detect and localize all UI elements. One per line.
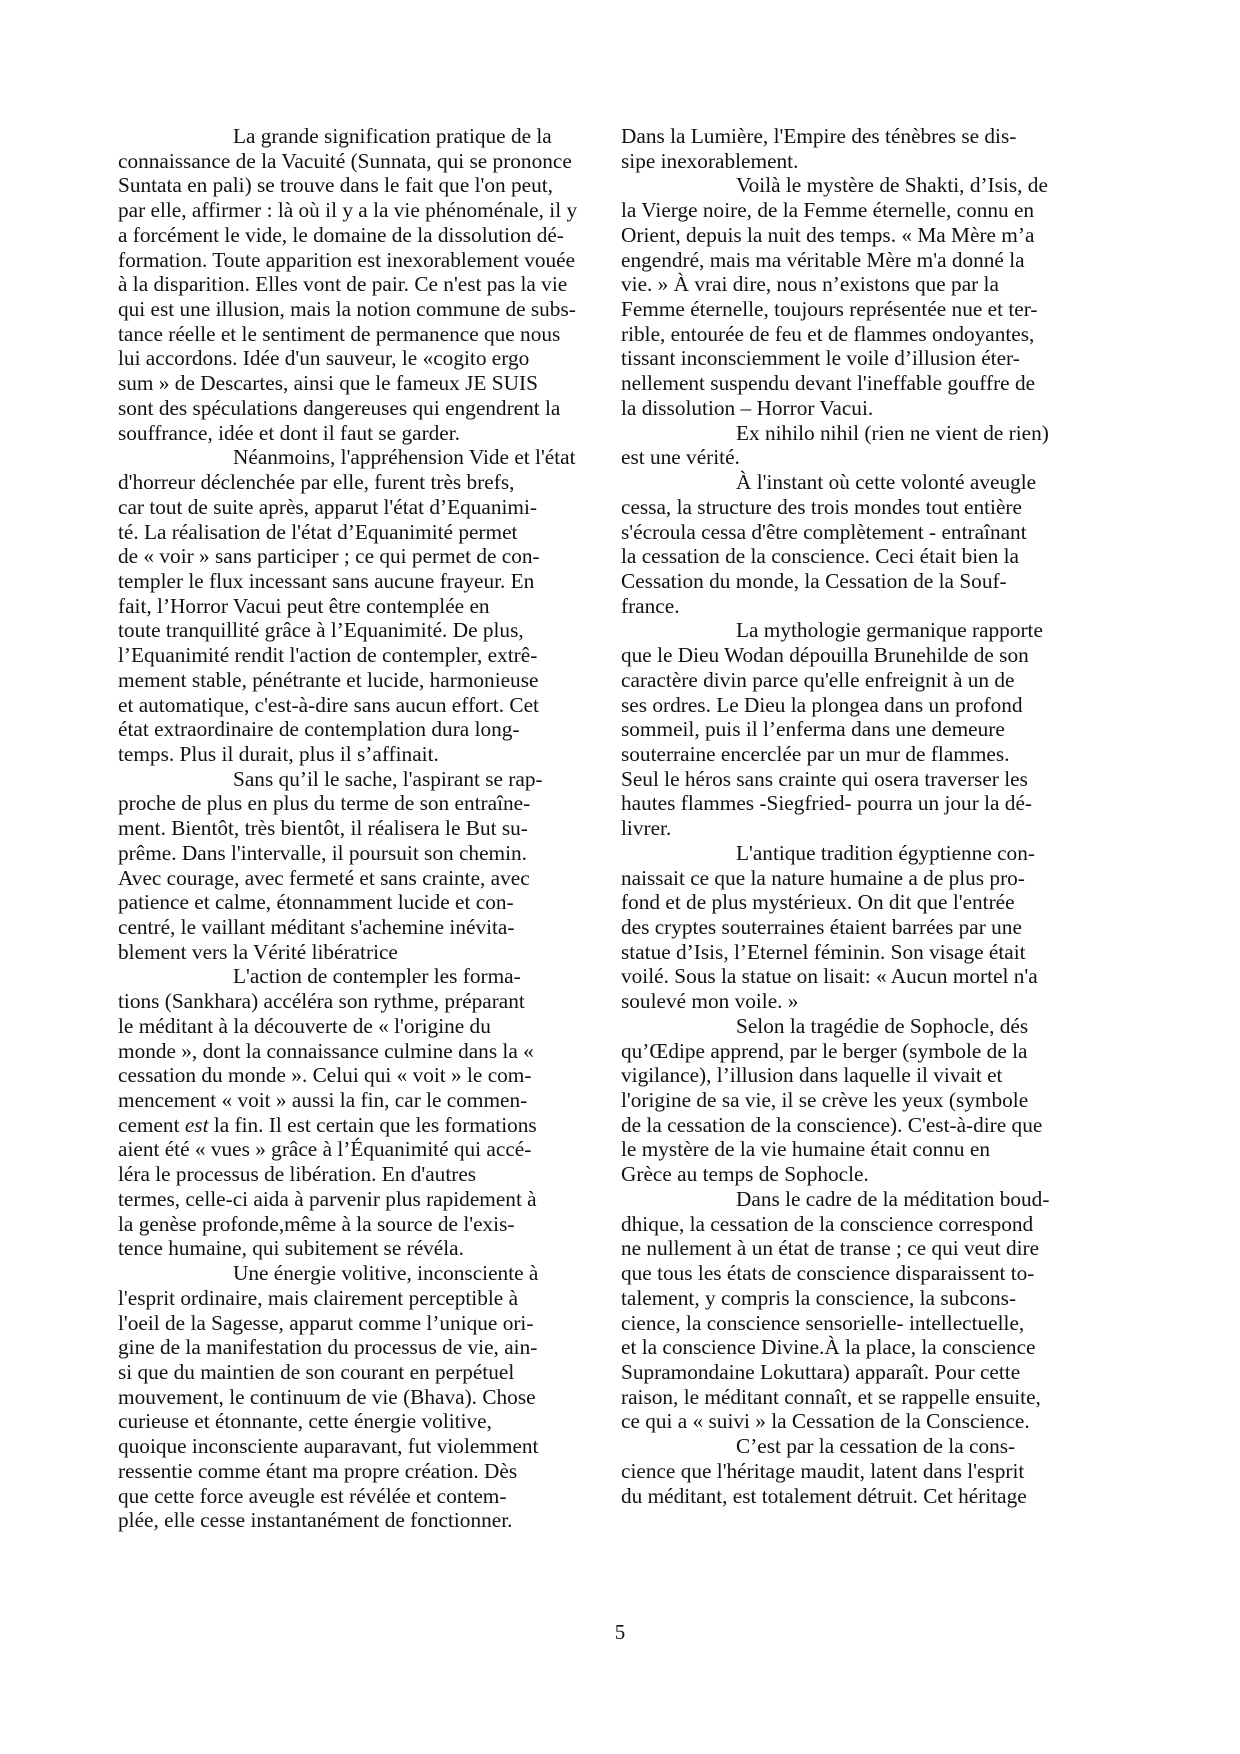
line-text: a forcément le vide, le domaine de la dissolution dé- xyxy=(118,222,564,247)
line-text: naissait ce que la nature humaine a de plus pro- xyxy=(621,865,1025,890)
text-line xyxy=(118,717,548,742)
text-line xyxy=(621,1063,1061,1088)
text-line xyxy=(621,989,1061,1014)
line-text: sum » de Descartes, ainsi que le fameux JE SUIS xyxy=(118,371,538,396)
line-text: est une vérité. xyxy=(621,445,740,470)
paragraph-first-line xyxy=(621,1187,1061,1212)
text-line xyxy=(621,149,1061,174)
line-text: voilé. Sous la statue on lisait: « Aucun mortel n'a xyxy=(621,964,1038,989)
line-text: Suntata en pali) se trouve dans le fait que l'on peut, xyxy=(118,173,553,198)
text-line xyxy=(118,816,548,841)
line-text: ressentie comme étant ma propre création. Dès xyxy=(118,1458,518,1483)
line-text: sommeil, puis il l’enferma dans une demeure xyxy=(621,717,1005,742)
line-text: qui est une illusion, mais la notion commune de subs- xyxy=(118,297,576,322)
line-text: statue d’Isis, l’Eternel féminin. Son visage était xyxy=(621,939,1026,964)
text-line xyxy=(621,1484,1061,1509)
line-text: l’Equanimité rendit l'action de contempler, extrê- xyxy=(118,643,538,668)
line-text: et automatique, c'est-à-dire sans aucun effort. Cet xyxy=(118,692,539,717)
line-text: Grèce au temps de Sophocle. xyxy=(621,1162,869,1187)
text-line xyxy=(118,915,548,940)
line-text: Seul le héros sans crainte qui osera traverser les xyxy=(621,766,1028,791)
text-line xyxy=(118,1335,548,1360)
line-text: Sans qu’il le sache, l'aspirant se rap- xyxy=(233,766,543,791)
text-line xyxy=(118,791,548,816)
line-text: engendré, mais ma véritable Mère m'a donné la xyxy=(621,247,1025,272)
line-text: Une énergie volitive, inconsciente à xyxy=(233,1261,539,1286)
line-text: vie. » À vrai dire, nous n’existons que par la xyxy=(621,272,999,297)
line-text: Supramondaine Lokuttara) apparaît. Pour cette xyxy=(621,1359,1021,1384)
text-line xyxy=(118,1014,548,1039)
page-number: 5 xyxy=(614,1620,626,1644)
paragraph-first-line xyxy=(118,445,576,470)
text-line xyxy=(118,668,548,693)
text-line xyxy=(118,272,568,297)
line-text: de la cessation de la conscience). C'est-à-dire que xyxy=(621,1112,1043,1137)
line-text: patience et calme, étonnamment lucide et con- xyxy=(118,890,514,915)
line-text: d'horreur déclenchée par elle, furent très brefs, xyxy=(118,470,515,495)
line-text: monde », dont la connaissance culmine dans la « xyxy=(118,1038,534,1063)
line-text: du méditant, est totalement détruit. Cet héritage xyxy=(621,1483,1027,1508)
line-text: caractère divin parce qu'elle enfreignit à un de xyxy=(621,667,1015,692)
line-text: curieuse et étonnante, cette énergie volitive, xyxy=(118,1409,492,1434)
line-text: mouvement, le continuum de vie (Bhava). Chose xyxy=(118,1384,536,1409)
text-line xyxy=(621,198,1061,223)
line-text: tions (Sankhara) accéléra son rythme, préparant xyxy=(118,989,525,1014)
text-line xyxy=(118,594,548,619)
text-line xyxy=(118,470,548,495)
paragraph-first-line xyxy=(621,470,1061,495)
line-text: Dans le cadre de la méditation boud- xyxy=(736,1186,1050,1211)
line-text: ment. Bientôt, très bientôt, il réalisera le But su- xyxy=(118,816,528,841)
emphasized-word: est xyxy=(184,1112,209,1137)
text-line xyxy=(621,915,1061,940)
text-line xyxy=(118,1212,548,1237)
line-text: L'action de contempler les forma- xyxy=(233,964,521,989)
text-line xyxy=(118,1187,548,1212)
text-line xyxy=(118,247,576,273)
text-line xyxy=(621,346,1061,371)
line-text: de « voir » sans participer ; ce qui permet de con- xyxy=(118,544,540,569)
line-text: le mystère de la vie humaine était connu en xyxy=(621,1137,991,1162)
line-text: livrer. xyxy=(621,816,672,841)
text-line xyxy=(621,445,1061,470)
line-text: Femme éternelle, toujours représentée nue et ter- xyxy=(621,297,1038,322)
text-line xyxy=(621,495,1061,520)
line-text: plée, elle cesse instantanément de fonctionner. xyxy=(118,1508,513,1533)
paragraph-first-line xyxy=(118,767,548,792)
line-text: cience que l'héritage maudit, latent dans l'esprit xyxy=(621,1458,1025,1483)
text-line xyxy=(621,569,1061,594)
text-line xyxy=(621,643,1061,668)
text-line xyxy=(621,1360,1061,1385)
text-line xyxy=(118,1088,548,1113)
text-line xyxy=(621,940,1061,965)
line-text: l'origine de sa vie, il se crève les yeux (symbole xyxy=(621,1088,1029,1113)
text-line xyxy=(118,520,548,545)
text-line xyxy=(118,1459,548,1484)
line-text: templer le flux incessant sans aucune frayeur. En xyxy=(118,568,535,593)
text-line xyxy=(118,890,548,915)
line-text: hautes flammes -Siegfried- pourra un jour la dé- xyxy=(621,791,1033,816)
line-text: tance réelle et le sentiment de permanence que nous xyxy=(118,321,561,346)
text-line xyxy=(621,594,1061,619)
text-line xyxy=(118,742,548,767)
line-text: proche de plus en plus du terme de son entraîne- xyxy=(118,791,531,816)
line-text: des cryptes souterraines étaient barrées par une xyxy=(621,915,1022,939)
line-text: état extraordinaire de contemplation dura long- xyxy=(118,717,520,742)
text-line xyxy=(118,173,553,198)
text-line xyxy=(118,1385,548,1410)
paragraph-first-line xyxy=(621,173,1061,198)
text-line xyxy=(621,767,1061,792)
text-line xyxy=(621,248,1061,273)
text-line xyxy=(118,421,548,446)
text-line xyxy=(621,1286,1061,1311)
text-line xyxy=(621,371,1061,396)
text-line xyxy=(118,148,572,174)
line-text: vigilance), l’illusion dans laquelle il vivait et xyxy=(621,1063,1003,1088)
line-text: centré, le vaillant méditant s'achemine inévita- xyxy=(118,915,515,939)
text-line xyxy=(118,643,548,668)
line-text: et la conscience Divine.À la place, la conscience xyxy=(621,1335,1036,1360)
text-line xyxy=(621,544,1061,569)
text-line xyxy=(621,742,1061,767)
line-text: france. xyxy=(621,593,680,618)
text-line xyxy=(621,1311,1061,1336)
text-line xyxy=(118,1039,548,1064)
line-text: cessation du monde ». Celui qui « voit » le com- xyxy=(118,1063,532,1088)
line-text: à la disparition. Elles vont de pair. Ce n'est pas la vie xyxy=(118,272,568,297)
text-line xyxy=(621,223,1061,248)
line-text: cience, la conscience sensorielle- intellectuelle, xyxy=(621,1310,1025,1335)
line-text: gine de la manifestation du processus de vie, ain- xyxy=(118,1335,538,1360)
text-line xyxy=(118,198,578,223)
text-line xyxy=(621,1137,1061,1162)
text-line xyxy=(118,569,548,594)
text-line xyxy=(118,1162,548,1187)
line-text: té. La réalisation de l'état d’Equanimité permet xyxy=(118,519,518,544)
line-text: blement vers la Vérité libératrice xyxy=(118,939,398,964)
text-line xyxy=(118,297,576,322)
line-text: soulevé mon voile. » xyxy=(621,989,799,1014)
line-text: la fin. Il est certain que les formations xyxy=(208,1112,537,1137)
text-line xyxy=(621,1039,1061,1064)
text-line xyxy=(621,1113,1061,1138)
line-text: raison, le méditant connaît, et se rappelle ensuite, xyxy=(621,1384,1041,1409)
paragraph-first-line xyxy=(118,1261,548,1286)
text-line xyxy=(621,520,1061,545)
line-text: si que du maintien de son courant en perpétuel xyxy=(118,1359,515,1384)
line-text: fond et de plus mystérieux. On dit que l'entrée xyxy=(621,890,1015,915)
line-text: que cette force aveugle est révélée et contem- xyxy=(118,1483,507,1508)
line-text: la genèse profonde,même à la source de l'exis- xyxy=(118,1211,515,1236)
text-line xyxy=(621,396,1061,421)
text-line xyxy=(118,222,564,248)
text-line xyxy=(118,495,548,520)
text-line xyxy=(621,964,1061,989)
text-line xyxy=(118,693,548,718)
paragraph-first-line xyxy=(621,618,1061,643)
line-text: ne nullement à un état de transe ; ce qui veut dire xyxy=(621,1236,1040,1261)
line-text: toute tranquillité grâce à l’Equanimité. De plus, xyxy=(118,618,524,643)
line-text: ses ordres. Le Dieu la plongea dans un profond xyxy=(621,692,1023,717)
line-text: L'antique tradition égyptienne con- xyxy=(736,840,1035,865)
line-text: C’est par la cessation de la cons- xyxy=(736,1434,1016,1459)
line-text: À l'instant où cette volonté aveugle xyxy=(736,470,1037,495)
line-text: Avec courage, avec fermeté et sans crainte, avec xyxy=(118,865,530,890)
text-line xyxy=(118,1236,548,1261)
text-line xyxy=(621,866,1061,891)
line-text: Cessation du monde, la Cessation de la Souf- xyxy=(621,568,1007,593)
text-line xyxy=(118,1063,548,1088)
right-text-column xyxy=(621,124,1061,1508)
text-line xyxy=(621,1409,1061,1434)
line-text: rible, entourée de feu et de flammes ondoyantes, xyxy=(621,321,1035,346)
line-text: mement stable, pénétrante et lucide, harmonieuse xyxy=(118,667,539,692)
text-line xyxy=(118,321,561,347)
text-line xyxy=(621,1261,1061,1286)
text-line xyxy=(621,1162,1061,1187)
text-line xyxy=(621,1335,1061,1360)
line-text: par elle, affirmer : là où il y a la vie phénoménale, il y xyxy=(118,198,578,223)
text-line xyxy=(621,1459,1061,1484)
text-line xyxy=(621,272,1061,297)
paragraph-first-line xyxy=(118,964,548,989)
text-line xyxy=(118,618,548,643)
text-line xyxy=(118,371,548,396)
line-text: le méditant à la découverte de « l'origine du xyxy=(118,1013,491,1038)
line-text: dhique, la cessation de la conscience correspond xyxy=(621,1211,1034,1236)
text-line xyxy=(118,1409,548,1434)
text-line xyxy=(621,668,1061,693)
line-text: Orient, depuis la nuit des temps. « Ma Mère m’a xyxy=(621,222,1035,247)
text-line xyxy=(621,816,1061,841)
line-text: fait, l’Horror Vacui peut être contemplée en xyxy=(118,593,490,618)
text-line xyxy=(621,1212,1061,1237)
line-text: prême. Dans l'intervalle, il poursuit son chemin. xyxy=(118,840,527,865)
line-text: quoique inconsciente auparavant, fut violemment xyxy=(118,1434,539,1459)
line-text: s'écroula cessa d'être complètement - entraînant xyxy=(621,519,1027,544)
line-text: lui accordons. Idée d'un sauveur, le «cogito ergo xyxy=(118,346,530,371)
text-line xyxy=(621,717,1061,742)
line-text: l'esprit ordinaire, mais clairement perceptible à xyxy=(118,1285,519,1310)
text-line xyxy=(118,1508,548,1533)
text-line xyxy=(118,395,561,421)
line-text: formation. Toute apparition est inexorablement vouée xyxy=(118,247,576,272)
line-text: sont des spéculations dangereuses qui engendrent la xyxy=(118,395,561,420)
line-text: la cessation de la conscience. Ceci était bien la xyxy=(621,544,1019,569)
text-line xyxy=(118,346,548,371)
text-line xyxy=(118,1484,548,1509)
line-text: cement xyxy=(118,1112,185,1137)
line-text: termes, celle-ci aida à parvenir plus rapidement à xyxy=(118,1186,537,1211)
paragraph-first-line xyxy=(621,1014,1061,1039)
line-text: talement, y compris la conscience, la subcons- xyxy=(621,1285,1017,1310)
line-text: souffrance, idée et dont il faut se garder. xyxy=(118,420,460,445)
paragraph-first-line xyxy=(118,124,552,149)
line-text: nellement suspendu devant l'ineffable gouffre de xyxy=(621,371,1036,396)
line-text: La grande signification pratique de la xyxy=(233,124,552,148)
line-text: La mythologie germanique rapporte xyxy=(736,618,1043,643)
line-text: Ex nihilo nihil (rien ne vient de rien) xyxy=(736,420,1049,445)
line-text: que le Dieu Wodan dépouilla Brunehilde de son xyxy=(621,643,1029,668)
line-text: la dissolution – Horror Vacui. xyxy=(621,395,874,420)
line-text: tence humaine, qui subitement se révéla. xyxy=(118,1236,464,1261)
line-text: temps. Plus il durait, plus il s’affinait. xyxy=(118,741,439,766)
text-line xyxy=(621,1088,1061,1113)
text-line xyxy=(621,1385,1061,1410)
text-line xyxy=(118,1137,548,1162)
text-line xyxy=(118,1434,548,1459)
line-text: qu’Œdipe apprend, par le berger (symbole de la xyxy=(621,1038,1028,1063)
left-text-column xyxy=(118,124,578,1533)
paragraph-first-line xyxy=(621,841,1061,866)
text-line xyxy=(118,989,548,1014)
text-line xyxy=(621,322,1061,347)
line-text: cessa, la structure des trois mondes tout entière xyxy=(621,494,1022,519)
line-text: mencement « voit » aussi la fin, car le commen- xyxy=(118,1088,528,1113)
line-text: tissant inconsciemment le voile d’illusion éter- xyxy=(621,346,1020,371)
text-line xyxy=(118,940,548,965)
line-text: sipe inexorablement. xyxy=(621,148,799,173)
line-text: aient été « vues » grâce à l’Équanimité qui accé- xyxy=(118,1137,532,1162)
line-text: Selon la tragédie de Sophocle, dés xyxy=(736,1013,1029,1038)
line-text: Néanmoins, l'appréhension Vide et l'état xyxy=(233,445,576,470)
text-line xyxy=(621,791,1061,816)
line-text: Voilà le mystère de Shakti, d’Isis, de xyxy=(736,173,1048,198)
line-text: ce qui a « suivi » la Cessation de la Conscience. xyxy=(621,1409,1030,1434)
line-text: l'oeil de la Sagesse, apparut comme l’unique ori- xyxy=(118,1310,534,1335)
text-line xyxy=(621,297,1061,322)
text-line xyxy=(118,1286,548,1311)
paragraph-first-line xyxy=(621,421,1061,446)
text-line xyxy=(118,866,548,891)
text-line xyxy=(621,890,1061,915)
paragraph-first-line xyxy=(621,1434,1061,1459)
text-line xyxy=(621,1236,1061,1261)
text-line xyxy=(118,1360,548,1385)
line-text: connaissance de la Vacuité (Sunnata, qui se prononce xyxy=(118,148,572,173)
text-line xyxy=(118,1311,548,1336)
line-text: que tous les états de conscience disparaissent to- xyxy=(621,1261,1035,1286)
line-text: souterraine encerclée par un mur de flammes. xyxy=(621,741,1010,766)
line-text: car tout de suite après, apparut l'état d’Equanimi- xyxy=(118,494,537,519)
line-text: léra le processus de libération. En d'autres xyxy=(118,1162,477,1187)
text-line xyxy=(118,1113,548,1138)
text-line xyxy=(118,841,548,866)
text-line xyxy=(118,544,548,569)
text-line xyxy=(621,124,1061,149)
text-line xyxy=(621,693,1061,718)
line-text: la Vierge noire, de la Femme éternelle, connu en xyxy=(621,198,1035,223)
line-text: Dans la Lumière, l'Empire des ténèbres se dis- xyxy=(621,124,1017,148)
